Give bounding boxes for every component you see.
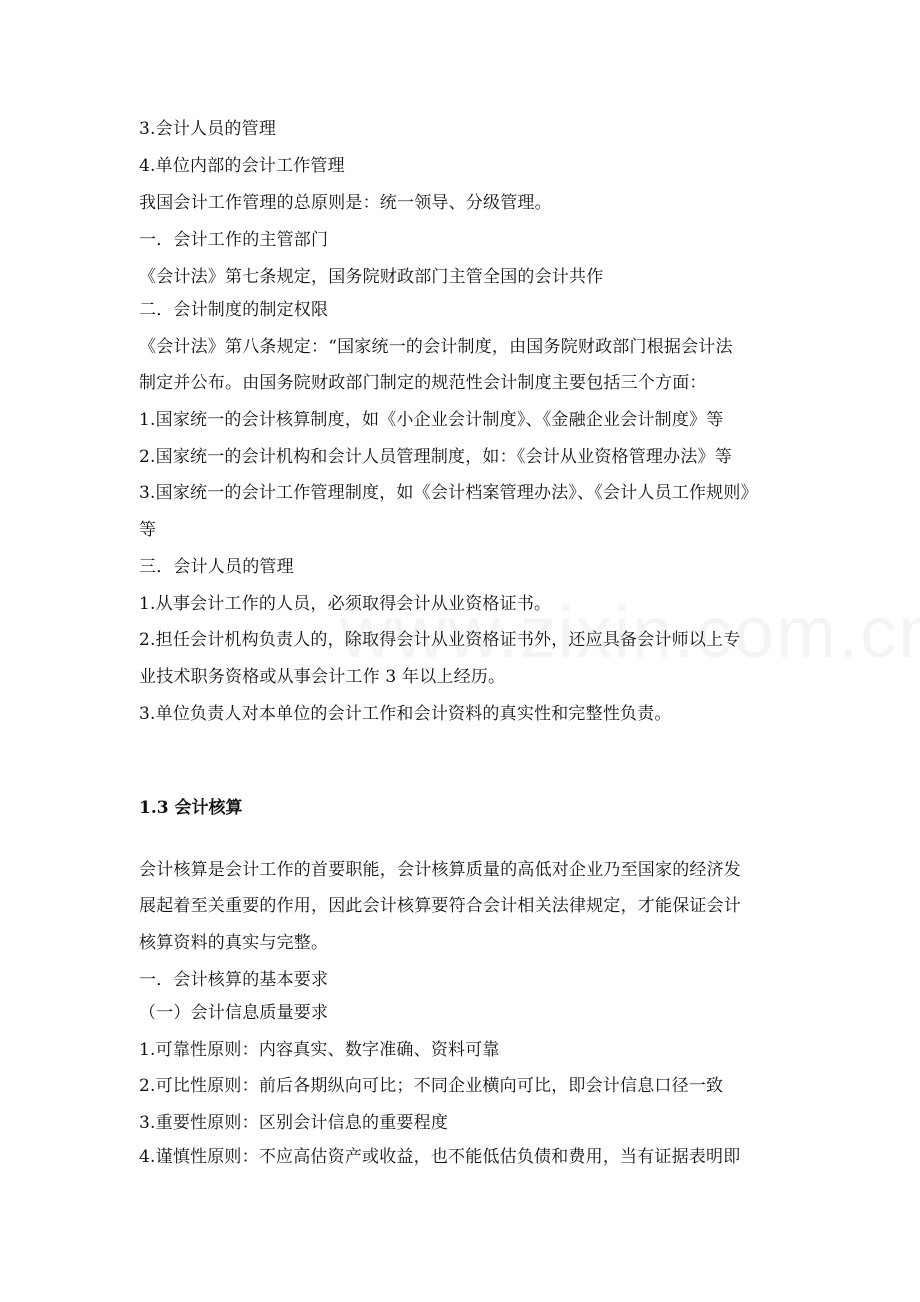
text-line: 1.国家统一的会计核算制度，如《小企业会计制度》、《金融企业会计制度》等 [139,410,724,430]
text-line: 2.国家统一的会计机构和会计人员管理制度，如：《会计从业资格管理办法》等 [139,447,732,467]
section-heading: 1.3 会计核算 [139,798,243,818]
text-line: 一．会计工作的主管部门 [139,230,329,250]
text-line: 等 [139,520,157,540]
text-line: 3.重要性原则：区别会计信息的重要程度 [139,1113,449,1133]
text-line: 会计核算是会计工作的首要职能，会计核算质量的高低对企业乃至国家的经济发 [139,860,741,880]
text-line: 《会计法》第七条规定，国务院财政部门主管全国的会计共作 [139,267,604,287]
text-line: 4.单位内部的会计工作管理 [139,156,345,176]
text-line: 我国会计工作管理的总原则是：统一领导、分级管理。 [139,193,552,213]
text-line: 3.单位负责人对本单位的会计工作和会计资料的真实性和完整性负责。 [139,704,672,724]
text-line: 制定并公布。由国务院财政部门制定的规范性会计制度主要包括三个方面： [139,373,707,393]
text-line: 2.担任会计机构负责人的，除取得会计从业资格证书外，还应具备会计师以上专 [139,630,741,650]
text-line: 3.会计人员的管理 [139,119,277,139]
text-line: 1.可靠性原则：内容真实、数字准确、资料可靠 [139,1040,500,1060]
text-line: 2.可比性原则：前后各期纵向可比；不同企业横向可比，即会计信息口径一致 [139,1076,724,1096]
text-line: 1.从事会计工作的人员，必须取得会计从业资格证书。 [139,594,552,614]
text-line: 《会计法》第八条规定：“国家统一的会计制度，由国务院财政部门根据会计法 [139,337,733,357]
text-line: 展起着至关重要的作用，因此会计核算要符合会计相关法律规定，才能保证会计 [139,896,741,916]
text-line: 4.谨慎性原则：不应高估资产或收益，也不能低估负债和费用，当有证据表明即 [139,1147,741,1167]
text-line: 二．会计制度的制定权限 [139,300,329,320]
text-line: 一．会计核算的基本要求 [139,970,329,990]
text-line: 三．会计人员的管理 [139,557,294,577]
text-line: 3.国家统一的会计工作管理制度，如《会计档案管理办法》、《会计人员工作规则》 [139,483,758,503]
text-line: 业技术职务资格或从事会计工作 3 年以上经历。 [139,667,506,687]
text-line: （一）会计信息质量要求 [139,1003,329,1023]
text-line: 核算资料的真实与完整。 [139,933,329,953]
